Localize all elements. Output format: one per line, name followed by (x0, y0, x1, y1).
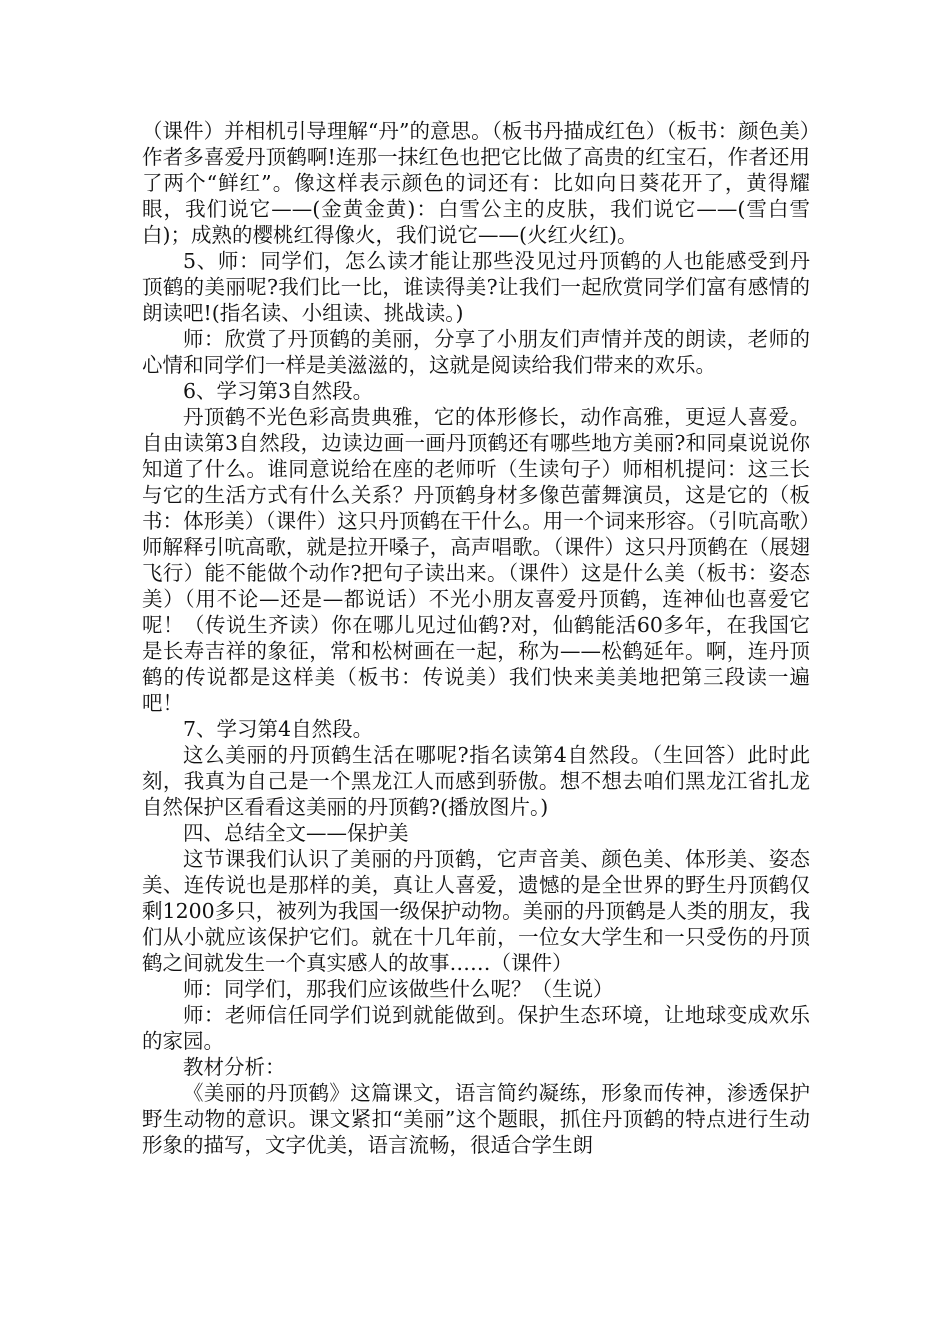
paragraph-5: 丹顶鹤不光色彩高贵典雅，它的体形修长，动作高雅，更逗人喜爱。自由读第3自然段，边读边画一画丹顶鹤还有哪些地方美丽?和同桌说说你知道了什么。谁同意说给在座的老师听（生读句子）师相机提问：这三长与它的生活方式有什么关系？丹顶鹤身材多像芭蕾舞演员，这是它的（板书：体形美）（课件）这只丹顶鹤在干什么。用一个词来形容。（引吭高歌）师解释引吭高歌，就是拉开嗓子，高声唱歌。（课件）这只丹顶鹤在（展翅飞行）能不能做个动作?把句子读出来。（课件）这是什么美（板书：姿态美）（用不论—还是—都说话）不光小朋友喜爱丹顶鹤，连神仙也喜爱它呢！（传说生齐读）你在哪儿见过仙鹤?对，仙鹤能活60多年，在我国它是长寿吉祥的象征，常和松树画在一起，称为——松鹤延年。啊，连丹顶鹤的传说都是这样美（板书：传说美）我们快来美美地把第三段读一遍吧！ (142, 405, 810, 715)
paragraph-7: 这么美丽的丹顶鹤生活在哪呢?指名读第4自然段。（生回答）此时此刻，我真为自己是一个黑龙江人而感到骄傲。想不想去咱们黑龙江省扎龙自然保护区看看这美丽的丹顶鹤?(播放图片。) (142, 743, 810, 819)
paragraph-8: 四、总结全文——保护美 (183, 821, 409, 845)
paragraph-4: 6、学习第3自然段。 (183, 379, 374, 403)
paragraph-1: （课件）并相机引导理解“丹”的意思。（板书丹描成红色）（板书：颜色美）作者多喜爱丹顶鹤啊!连那一抹红色也把它比做了高贵的红宝石，作者还用了两个“鲜红”。像这样表示颜色的词还有：比如向日葵花开了，黄得耀眼，我们说它——(金黄金黄)：白雪公主的皮肤，我们说它——(雪白雪白)；成熟的樱桃红得像火，我们说它——(火红火红)。 (142, 119, 810, 247)
paragraph-9: 这节课我们认识了美丽的丹顶鹤，它声音美、颜色美、体形美、姿态美、连传说也是那样的美，真让人喜爱，遗憾的是全世界的野生丹顶鹤仅剩1200多只，被列为我国一级保护动物。美丽的丹顶鹤是人类的朋友，我们从小就应该保护它们。就在十几年前，一位女大学生和一只受伤的丹顶鹤之间就发生一个真实感人的故事……（课件） (142, 847, 810, 975)
paragraph-10: 师：同学们，那我们应该做些什么呢？（生说） (183, 977, 614, 1001)
paragraph-3: 师：欣赏了丹顶鹤的美丽，分享了小朋友们声情并茂的朗读，老师的心情和同学们一样是美滋滋的，这就是阅读给我们带来的欢乐。 (142, 327, 810, 377)
paragraph-2: 5、师：同学们，怎么读才能让那些没见过丹顶鹤的人也能感受到丹顶鹤的美丽呢?我们比一比，谁读得美?让我们一起欣赏同学们富有感情的朗读吧!(指名读、小组读、挑战读。) (142, 249, 810, 325)
paragraph-11: 师：老师信任同学们说到就能做到。保护生态环境，让地球变成欢乐的家园。 (142, 1003, 810, 1053)
paragraph-13: 《美丽的丹顶鹤》这篇课文，语言简约凝练，形象而传神，渗透保护野生动物的意识。课文紧扣“美丽”这个题眼，抓住丹顶鹤的特点进行生动形象的描写，文字优美，语言流畅，很适合学生朗 (142, 1081, 810, 1157)
paragraph-12: 教材分析： (183, 1055, 286, 1079)
paragraph-6: 7、学习第4自然段。 (183, 717, 374, 741)
